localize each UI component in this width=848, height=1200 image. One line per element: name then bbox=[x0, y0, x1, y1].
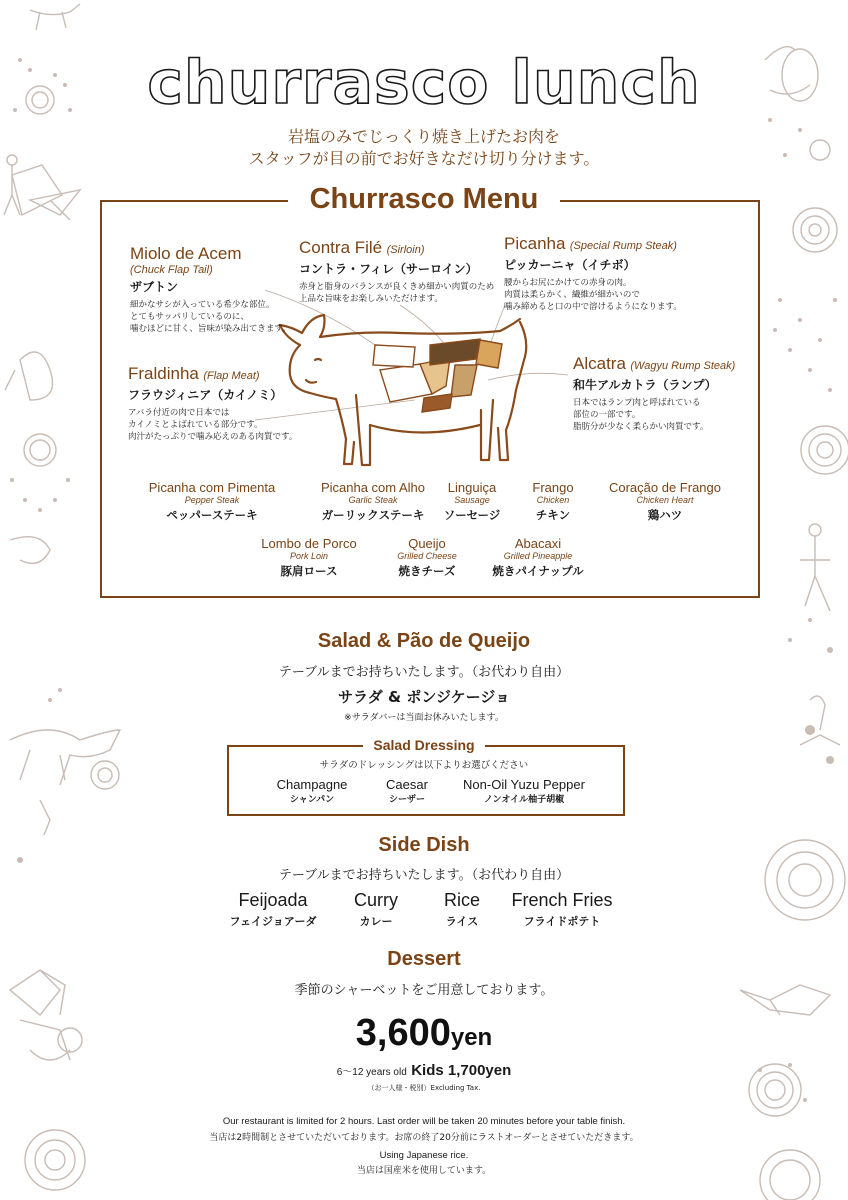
side-item-curry bbox=[340, 890, 412, 929]
menu-item-sausage bbox=[432, 480, 512, 523]
side-item-jp: フェイジョアーダ bbox=[229, 916, 317, 928]
cut-miolo-pt: Miolo de Acem bbox=[130, 244, 242, 263]
churrasco-menu-title: Churrasco Menu bbox=[288, 183, 561, 216]
dressing-option-yuzu bbox=[450, 777, 598, 805]
dressing-instruction: サラダのドレッシングは以下よりお選びください bbox=[319, 760, 529, 771]
cut-alcatra-desc-1: 日本ではランプ肉と呼ばれている bbox=[573, 397, 701, 407]
subtitle-line-1: 岩塩のみでじっくり焼き上げたお肉を bbox=[287, 127, 560, 146]
cut-picanha-jp: ピッカーニャ（イチボ） bbox=[504, 258, 636, 272]
side-item-feijoada bbox=[218, 890, 328, 929]
side-dish-refill-note: テーブルまでお持ちいたします。（お代わり自由） bbox=[278, 868, 570, 883]
kids-price-line bbox=[0, 1062, 848, 1080]
dressing-option-champagne bbox=[266, 777, 358, 805]
dressing-option-en: Non-Oil Yuzu Pepper bbox=[463, 777, 585, 792]
side-item-en: Feijoada bbox=[238, 890, 308, 910]
cut-contra-pt: Contra Filé bbox=[299, 238, 383, 257]
cut-fraldinha-desc-2: カイノミとよばれている部分です。 bbox=[128, 419, 263, 429]
side-dish-section-title: Side Dish bbox=[378, 834, 470, 856]
dressing-option-jp: シャンパン bbox=[289, 794, 335, 804]
salad-jp-title: サラダ & ポンジケージョ bbox=[337, 688, 511, 706]
price-amount: 3,600 bbox=[355, 1012, 451, 1054]
menu-item-jp: ガーリックステーキ bbox=[321, 510, 425, 522]
menu-item-pt: Picanha com Alho bbox=[320, 480, 426, 495]
menu-item-jp: 豚肩ロース bbox=[280, 566, 338, 578]
kids-price: Kids 1,700yen bbox=[411, 1062, 512, 1079]
side-item-en: French Fries bbox=[511, 890, 613, 910]
dessert-section-title: Dessert bbox=[387, 948, 461, 970]
dessert-description: 季節のシャーベットをご用意しております。 bbox=[294, 983, 554, 998]
menu-item-en: Sausage bbox=[454, 495, 490, 505]
menu-item-en: Chicken Heart bbox=[636, 495, 694, 505]
cut-picanha bbox=[504, 234, 682, 312]
salad-refill-note: テーブルまでお持ちいたします。（お代わり自由） bbox=[278, 665, 570, 680]
time-limit-en: Our restaurant is limited for 2 hours. Last order will be taken 20 minutes before your table finish. bbox=[222, 1116, 626, 1127]
menu-item-pepper-steak bbox=[122, 480, 302, 523]
salad-section-title: Salad & Pão de Queijo bbox=[317, 630, 531, 652]
menu-item-jp: チキン bbox=[535, 510, 571, 522]
cut-miolo-desc-2: とてもサッパリしているのに、 bbox=[130, 311, 249, 321]
cut-alcatra-desc-3: 脂肪分が少なく柔らかい肉質です。 bbox=[573, 421, 709, 431]
side-item-jp: カレー bbox=[359, 916, 393, 928]
cut-miolo-de-acem bbox=[130, 244, 291, 334]
cut-alcatra-en: (Wagyu Rump Steak) bbox=[630, 360, 736, 372]
menu-item-chicken-heart bbox=[597, 480, 733, 523]
time-limit-jp: 当店は2時間制とさせていただいております。お席の終了20分前にラストオーダーとさせていただきます。 bbox=[209, 1133, 639, 1143]
menu-item-pt: Queijo bbox=[408, 536, 446, 551]
menu-item-jp: 鶏ハツ bbox=[647, 510, 683, 522]
cut-contra-jp: コントラ・フィレ（サーロイン） bbox=[299, 262, 478, 276]
cut-miolo-en: (Chuck Flap Tail) bbox=[130, 264, 213, 276]
side-item-jp: フライドポテト bbox=[523, 916, 601, 928]
side-item-jp: ライス bbox=[445, 916, 479, 928]
menu-item-en: Pepper Steak bbox=[184, 495, 240, 505]
dressing-option-caesar bbox=[372, 777, 442, 805]
menu-item-jp: 焼きパイナップル bbox=[492, 566, 584, 578]
kids-age: 6～12 years old bbox=[336, 1067, 407, 1078]
cut-picanha-desc-1: 腰からお尻にかけての赤身の肉。 bbox=[504, 277, 632, 287]
side-item-en: Curry bbox=[354, 890, 398, 910]
cut-miolo-jp: ザブトン bbox=[130, 280, 179, 294]
cut-fraldinha-jp: フラウジィニア（カイノミ） bbox=[128, 388, 283, 402]
cut-fraldinha bbox=[128, 364, 297, 442]
rice-note-en: Using Japanese rice. bbox=[379, 1150, 469, 1161]
side-item-french-fries bbox=[500, 890, 624, 929]
menu-item-pt: Linguiça bbox=[447, 480, 497, 495]
menu-item-jp: ペッパーステーキ bbox=[166, 510, 258, 522]
menu-item-pork-loin bbox=[248, 536, 370, 579]
cut-picanha-desc-3: 噛み締めると口の中で溶けるようになります。 bbox=[504, 301, 682, 311]
cut-alcatra-pt: Alcatra bbox=[573, 354, 626, 373]
menu-item-en: Grilled Pineapple bbox=[503, 551, 573, 561]
cut-picanha-en: (Special Rump Steak) bbox=[569, 240, 677, 252]
cut-fraldinha-desc-1: アバラ付近の肉で日本では bbox=[128, 407, 230, 417]
dressing-option-jp: シーザー bbox=[388, 794, 425, 804]
subtitle-line-2: スタッフが目の前でお好きなだけ切り分けます。 bbox=[248, 149, 600, 168]
salad-dressing-title: Salad Dressing bbox=[363, 737, 484, 753]
cut-picanha-pt: Picanha bbox=[504, 234, 566, 253]
menu-item-en: Pork Loin bbox=[289, 551, 329, 561]
price-unit: yen bbox=[450, 1024, 493, 1051]
menu-item-pt: Coração de Frango bbox=[608, 480, 721, 495]
page-title: churrasco lunch bbox=[147, 48, 701, 118]
cut-picanha-desc-2: 肉質は柔らかく、繊維が細かいので bbox=[504, 289, 640, 299]
menu-item-jp: ソーセージ bbox=[443, 510, 501, 522]
menu-item-en: Grilled Cheese bbox=[397, 551, 457, 561]
cut-contra-file bbox=[299, 238, 494, 304]
side-item-en: Rice bbox=[443, 890, 480, 910]
menu-item-chicken bbox=[518, 480, 588, 523]
tax-note: （お一人様・税別）Excluding Tax. bbox=[367, 1084, 481, 1092]
menu-item-pt: Picanha com Pimenta bbox=[148, 480, 276, 495]
cut-contra-desc-2: 上品な旨味をお楽しみいただけます。 bbox=[299, 293, 443, 303]
cut-contra-en: (Sirloin) bbox=[386, 244, 425, 256]
menu-item-jp: 焼きチーズ bbox=[398, 566, 456, 578]
salad-bar-note: ※サラダバーは当面お休みいたします。 bbox=[344, 713, 504, 723]
cut-fraldinha-en: (Flap Meat) bbox=[203, 370, 260, 382]
cut-fraldinha-pt: Fraldinha bbox=[128, 364, 199, 383]
menu-item-en: Chicken bbox=[536, 495, 570, 505]
cut-miolo-desc-1: 細かなサシが入っている希少な部位。 bbox=[130, 299, 275, 309]
menu-item-pt: Lombo de Porco bbox=[261, 536, 357, 551]
cut-alcatra-jp: 和牛アルカトラ（ランプ） bbox=[573, 378, 717, 392]
cut-miolo-desc-3: 噛むほどに甘く、旨味が染み出てきます。 bbox=[130, 323, 291, 333]
menu-item-garlic-steak bbox=[293, 480, 453, 523]
dressing-option-en: Champagne bbox=[276, 777, 348, 792]
rice-note-jp: 当店は国産米を使用しています。 bbox=[356, 1166, 492, 1176]
menu-item-pt: Frango bbox=[532, 480, 574, 495]
side-item-rice bbox=[426, 890, 498, 929]
cut-alcatra bbox=[573, 354, 735, 432]
price-block bbox=[0, 1012, 848, 1055]
menu-item-grilled-pineapple bbox=[483, 536, 593, 579]
cut-fraldinha-desc-3: 肉汁がたっぷりで噛み応えのある肉質です。 bbox=[128, 431, 298, 441]
menu-item-grilled-cheese bbox=[381, 536, 473, 579]
cut-alcatra-desc-2: 部位の一部です。 bbox=[573, 409, 641, 419]
menu-item-en: Garlic Steak bbox=[348, 495, 398, 505]
cut-contra-desc-1: 赤身と脂身のバランスが良くきめ細かい肉質のため bbox=[299, 281, 495, 291]
dressing-option-en: Caesar bbox=[386, 777, 428, 792]
salad-dressing-heading bbox=[0, 735, 848, 754]
menu-item-pt: Abacaxi bbox=[514, 536, 562, 551]
dressing-option-jp: ノンオイル柚子胡椒 bbox=[483, 794, 565, 804]
